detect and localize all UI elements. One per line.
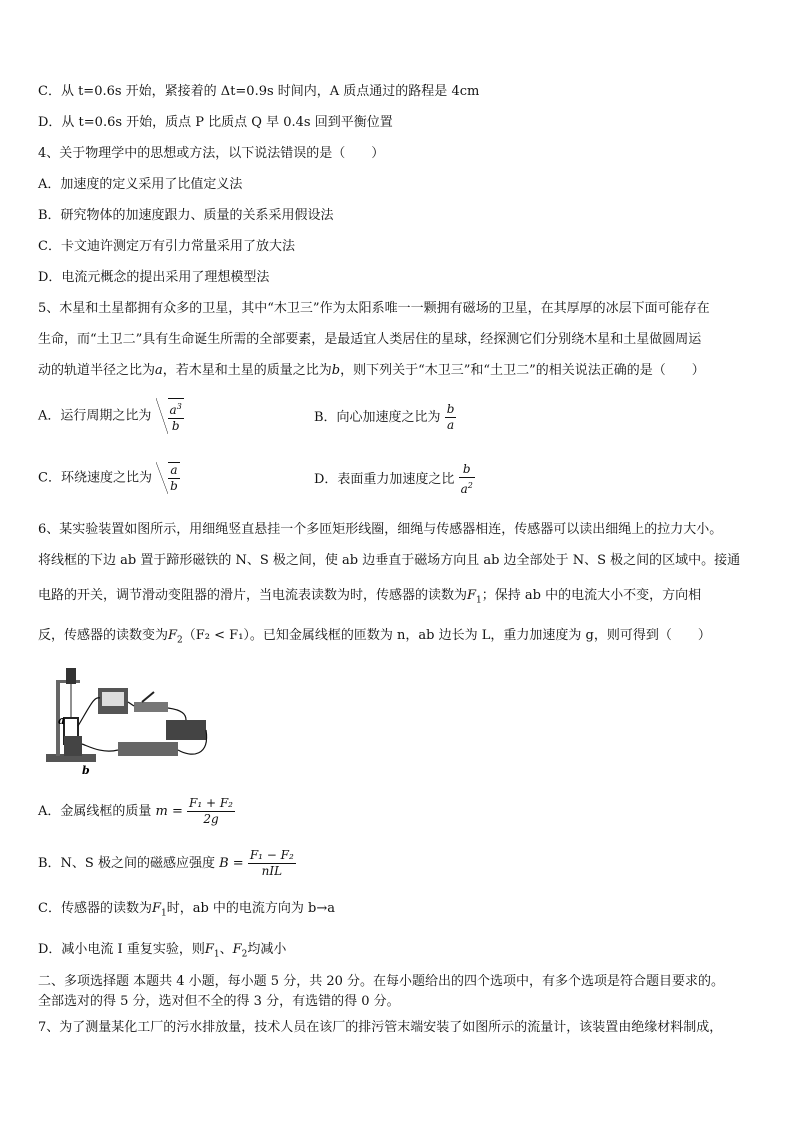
section-2-header-line1: 二、多项选择题 本题共 4 小题，每小题 5 分，共 20 分。在每小题给出的四个选项中，有多个选项是符合题目要求的。 [38, 974, 725, 989]
label-b: b [82, 764, 90, 777]
q5-stem-line1: 5、木星和土星都拥有众多的卫星，其中“木卫三”作为太阳系唯一一颗拥有磁场的卫星，在其厚厚的冰层下面可能存在 [38, 301, 710, 316]
q3-option-c: C．从 t=0.6s 开始，紧接着的 Δt=0.9s 时间内，A 质点通过的路程是 4cm [38, 84, 480, 99]
q6-option-a: A．金属线框的质量 m = $\frac{\text{F₁ + F₂}}{2g}$ [38, 796, 233, 826]
q4-option-a: A．加速度的定义采用了比值定义法 [38, 177, 243, 192]
label-a: a [58, 714, 66, 727]
q6-stem-line1: 6、某实验装置如图所示，用细绳竖直悬挂一个多匝矩形线圈，细绳与传感器相连，传感器可以读出细绳上的拉力大小。 [38, 522, 723, 537]
q7-stem-line1: 7、为了测量某化工厂的污水排放量，技术人员在该厂的排污管末端安装了如图所示的流量计，该装置由绝缘材料制成， [38, 1020, 723, 1035]
section-2-header-line2: 全部选对的得 5 分，选对但不全的得 3 分，有选错的得 0 分。 [38, 994, 400, 1009]
q5-stem-line3: 动的轨道半径之比为a，若木星和土星的质量之比为b，则下列关于“木卫三”和“土卫二”的相关说法正确的是（ ） [38, 363, 705, 378]
q5-stem-line2: 生命，而“土卫二”具有生命诞生所需的全部要素，是最适宜人类居住的星球，经探测它们分别绕木星和土星做圆周运 [38, 332, 702, 347]
rheostat [118, 742, 178, 756]
q6-stem-line2: 将线框的下边 ab 置于蹄形磁铁的 N、S 极之间，使 ab 边垂直于磁场方向且 ab 边全部处于 N、S 极之间的区域中。接通 [38, 553, 741, 568]
battery [166, 720, 206, 740]
q4-option-d: D．电流元概念的提出采用了理想模型法 [38, 270, 270, 285]
q6-option-c: C．传感器的读数为$F_1$时，ab 中的电流方向为 b→a [38, 901, 336, 919]
q4-option-b: B．研究物体的加速度跟力、质量的关系采用假设法 [38, 208, 334, 223]
q6-stem-line4: 反，传感器的读数变为$F_2(F_2 < F_1)$。已知金属线框的匝数为 n，ab 边长为 L，重力加速度为 g，则可得到（ ） [38, 628, 711, 646]
q6-stem-line3: 电路的开关，调节滑动变阻器的滑片，当电流表读数为时，传感器的读数为$F_1$；保持 ab 中的电流大小不变，方向相 [38, 588, 702, 606]
switch [134, 702, 168, 712]
experiment-apparatus-figure [42, 666, 212, 778]
q5-option-b: B．向心加速度之比为 $\frac{b}{a}$ [314, 402, 455, 432]
q6-option-d: D．减小电流 I 重复实验，则$F_1$、$F_2$均减小 [38, 942, 287, 960]
horseshoe-magnet [64, 736, 82, 756]
q5-option-a: A．运行周期之比为 $\frac{a^3}{b}$ [38, 398, 184, 434]
q3-option-d: D．从 t=0.6s 开始，质点 P 比质点 Q 早 0.4s 回到平衡位置 [38, 115, 393, 130]
q5-option-d: D．表面重力加速度之比 $\frac{b}{a^2}$ [314, 462, 473, 496]
q4-option-c: C．卡文迪许测定万有引力常量采用了放大法 [38, 239, 295, 254]
q4-stem: 4、关于物理学中的思想或方法，以下说法错误的是（ ） [38, 146, 385, 161]
q6-option-b: B．N、S 极之间的磁感应强度 B = $\frac{\text{F₁ − F₂}}{\text{nIL}}$ [38, 848, 294, 878]
force-sensor [66, 668, 76, 684]
q5-option-c: C．环绕速度之比为 $\frac{a}{b}$ [38, 463, 178, 493]
